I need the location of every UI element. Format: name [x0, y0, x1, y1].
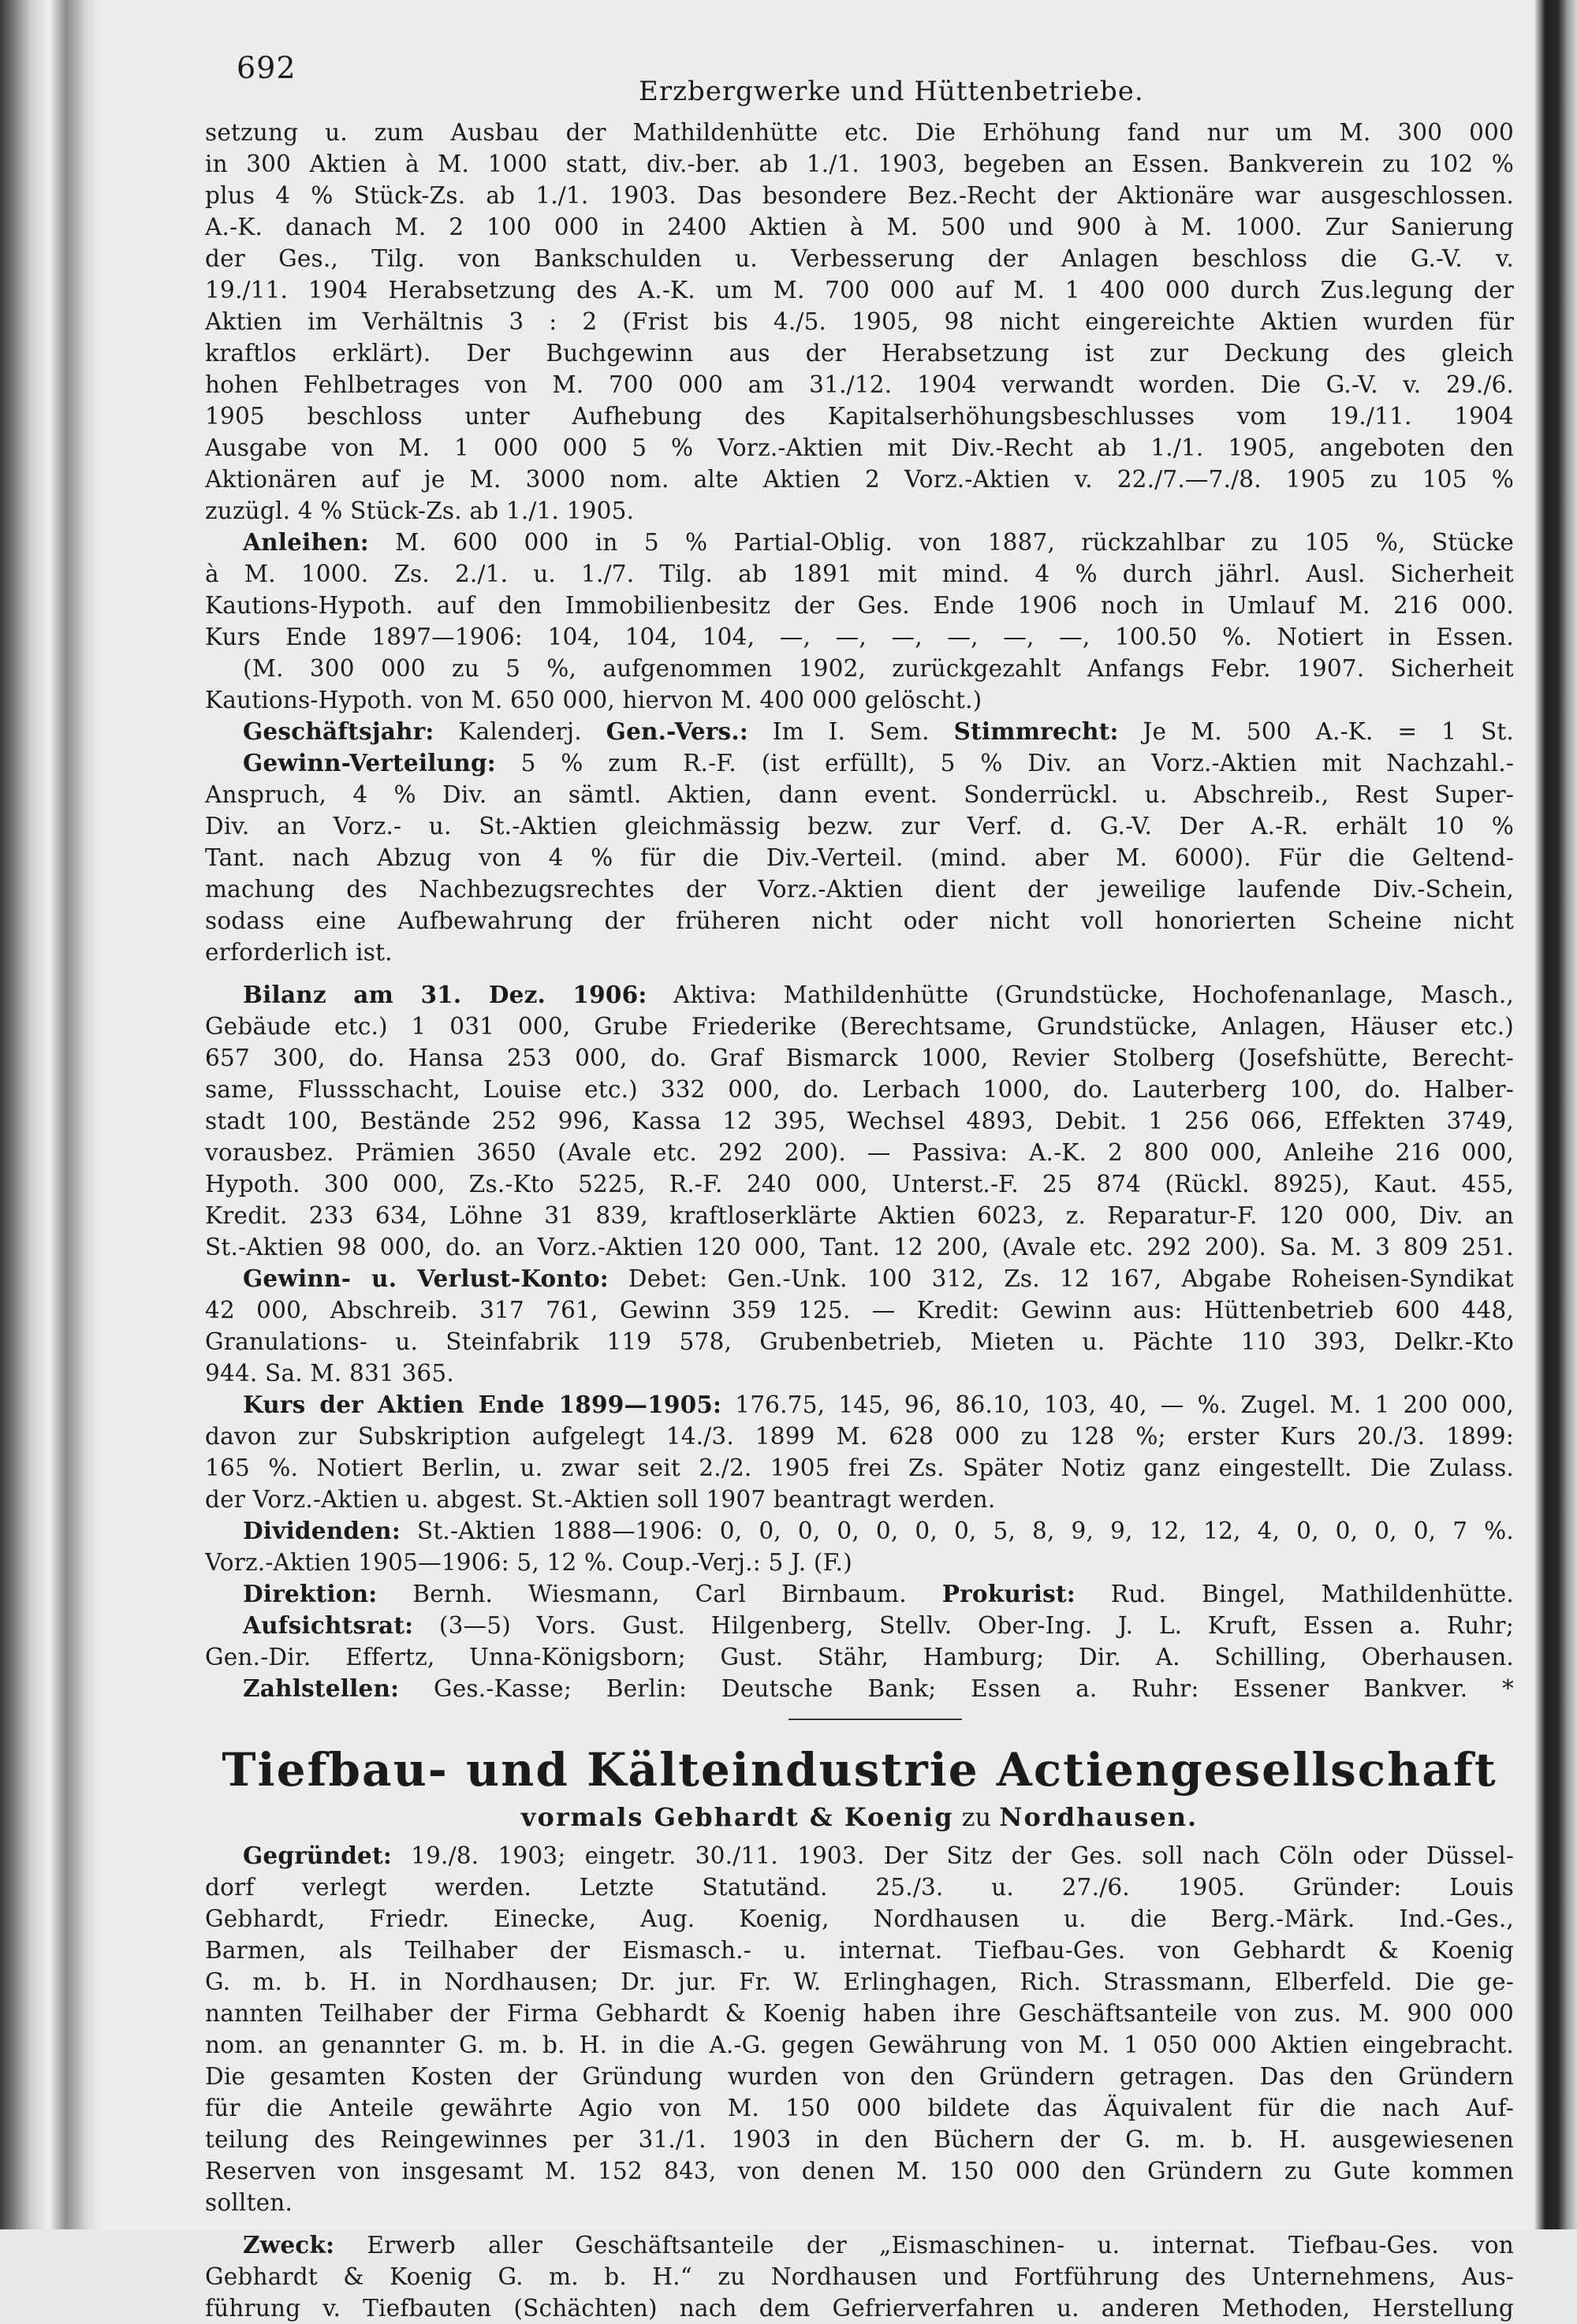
text-line: nannten Teilhaber der Firma Gebhardt & Koenig haben ihre Geschäftsanteile von zus. M. 900 000	[205, 2000, 1514, 2027]
text-line	[205, 747, 1514, 779]
text-line: plus 4 % Stück-Zs. ab 1./1. 1903. Das besondere Bez.-Recht der Aktionäre war ausgeschlossen.	[205, 182, 1514, 209]
page-number: 692	[237, 50, 296, 85]
anleihen-section	[205, 527, 1514, 716]
text-line: Kurs Ende 1897—1906: 104, 104, 104, —, —, —, —, —, —, 100.50 %. Notiert in Essen.	[205, 624, 1514, 650]
text-line	[205, 527, 1514, 558]
text-line: vorausbez. Prämien 3650 (Avale etc. 292 200). — Passiva: A.-K. 2 800 000, Anleihe 216 000,	[205, 1139, 1514, 1166]
text-line: sollten.	[205, 2189, 293, 2216]
text-line: 165 %. Notiert Berlin, u. zwar seit 2./2. 1905 frei Zs. Später Notiz ganz eingestellt. Die Zulass.	[205, 1454, 1514, 1481]
gewinnverteilung-section	[205, 747, 1514, 968]
text-line: 42 000, Abschreib. 317 761, Gewinn 359 125. — Kredit: Gewinn aus: Hüttenbetrieb 600 448,	[205, 1297, 1514, 1324]
kurs-label: Kurs der Aktien Ende 1899—1905:	[243, 1391, 722, 1418]
text-line: machung des Nachbezugsrechtes der Vorz.-Aktien dient der jeweilige laufende Div.-Schein,	[205, 876, 1514, 903]
direktion-value: Bernh. Wiesmann, Carl Birnbaum.	[377, 1581, 942, 1607]
text-line: A.-K. danach M. 2 100 000 in 2400 Aktien à M. 500 und 900 à M. 1000. Zur Sanierung	[205, 214, 1514, 240]
kurs-text: 176.75, 145, 96, 86.10, 103, 40, — %. Zugel. M. 1 200 000,	[721, 1391, 1514, 1418]
bilanz-label: Bilanz am 31. Dez. 1906:	[243, 981, 647, 1008]
text-line: setzung u. zum Ausbau der Mathildenhütte etc. Die Erhöhung fand nur um M. 300 000	[205, 119, 1514, 146]
aufsichtsrat-label: Aufsichtsrat:	[243, 1611, 414, 1639]
text-line: Kautions-Hypoth. auf den Immobilienbesitz der Ges. Ende 1906 noch in Umlauf M. 216 000.	[205, 592, 1514, 619]
text-line: dorf verlegt werden. Letzte Statutänd. 25./3. u. 27./6. 1905. Gründer: Louis	[205, 1874, 1514, 1901]
text-line: 657 300, do. Hansa 253 000, do. Graf Bismarck 1000, Revier Stolberg (Josefshütte, Berecht-	[205, 1045, 1514, 1071]
gegruendet-label: Gegründet:	[243, 1842, 392, 1869]
prokurist-value: Rud. Bingel, Mathildenhütte.	[1075, 1581, 1514, 1607]
zahlstellen-section	[205, 1673, 1514, 1704]
text-line: Tant. nach Abzug von 4 % für die Div.-Verteil. (mind. aber M. 6000). Für die Geltend-	[205, 844, 1514, 871]
section-divider	[788, 1719, 962, 1720]
text-line	[205, 1515, 1514, 1547]
text-line: 19./11. 1904 Herabsetzung des A.-K. um M. 700 000 auf M. 1 400 000 durch Zus.legung der	[205, 277, 1514, 304]
text-line: Aktien im Verhältnis 3 : 2 (Frist bis 4./5. 1905, 98 nicht eingereichte Aktien wurden für	[205, 308, 1514, 335]
text-line: St.-Aktien 98 000, do. an Vorz.-Aktien 120 000, Tant. 12 200, (Avale etc. 292 200). Sa. M. 3 809 251.	[205, 1234, 1514, 1261]
running-head	[205, 46, 1514, 117]
text-line: Ausgabe von M. 1 000 000 5 % Vorz.-Aktien mit Div.-Recht ab 1./1. 1905, angeboten den	[205, 434, 1514, 461]
stimmrecht-value: Je M. 500 A.-K. = 1 St.	[1118, 718, 1514, 745]
direktion-section	[205, 1578, 1514, 1610]
kurs-section	[205, 1389, 1514, 1515]
gewinnverteilung-label: Gewinn-Verteilung:	[243, 749, 496, 777]
meta-line	[205, 716, 1514, 747]
guv-section	[205, 1263, 1514, 1389]
intro-paragraph	[205, 117, 1514, 527]
prokurist-label: Prokurist:	[941, 1580, 1076, 1607]
gegruendet-text: 19./8. 1903; eingetr. 30./11. 1903. Der Sitz der Ges. soll nach Cöln oder Düssel-	[391, 1842, 1514, 1869]
text-line: Anspruch, 4 % Div. an sämtl. Aktien, dann event. Sonderrückl. u. Abschreib., Rest Super-	[205, 781, 1514, 808]
bilanz-text: Aktiva: Mathildenhütte (Grundstücke, Hochofenanlage, Masch.,	[647, 981, 1514, 1008]
text-line: der Vorz.-Aktien u. abgest. St.-Aktien soll 1907 beantragt werden.	[205, 1486, 996, 1513]
bilanz-section	[205, 979, 1514, 1263]
text-line	[205, 716, 1514, 747]
text-line: teilung des Reingewinnes per 31./1. 1903 in den Büchern der G. m. b. H. ausgewiesenen	[205, 2126, 1514, 2153]
text-line: (M. 300 000 zu 5 %, aufgenommen 1902, zurückgezahlt Anfangs Febr. 1907. Sicherheit	[243, 655, 1514, 682]
gewinnverteilung-text: 5 % zum R.-F. (ist erfüllt), 5 % Div. an Vorz.-Aktien mit Nachzahl.-	[495, 750, 1514, 777]
text-line: Hypoth. 300 000, Zs.-Kto 5225, R.-F. 240 000, Unterst.-F. 25 874 (Rückl. 8925), Kaut. 455,	[205, 1171, 1514, 1197]
zweck-section	[205, 2229, 1514, 2324]
text-line: erforderlich ist.	[205, 939, 393, 966]
text-line: davon zur Subskription aufgelegt 14./3. 1899 M. 628 000 zu 128 %; erster Kurs 20./3. 1899:	[205, 1423, 1514, 1450]
text-line	[205, 1578, 1514, 1610]
company-title: Tiefbau- und Kälteindustrie Actiengesellschaft	[222, 1743, 1497, 1797]
page-content	[205, 46, 1514, 2322]
text-line: der Ges., Tilg. von Bankschulden u. Verbesserung der Anlagen beschloss die G.-V. v.	[205, 245, 1514, 272]
geschaeftsjahr-value: Kalenderj.	[434, 718, 606, 745]
text-line	[205, 979, 1514, 1011]
subtitle-mid: zu	[953, 1802, 1000, 1832]
text-line: Gen.-Dir. Effertz, Unna-Königsborn; Gust. Stähr, Hamburg; Dir. A. Schilling, Oberhausen.	[205, 1644, 1514, 1670]
text-line: zuzügl. 4 % Stück-Zs. ab 1./1. 1905.	[205, 497, 635, 524]
direktion-label: Direktion:	[243, 1580, 378, 1607]
dividenden-label: Dividenden:	[243, 1517, 401, 1544]
text-line	[205, 1673, 1514, 1704]
text-line: Barmen, als Teilhaber der Eismasch.- u. internat. Tiefbau-Ges. von Gebhardt & Koenig	[205, 1937, 1514, 1964]
text-line: same, Flussschacht, Louise etc.) 332 000, do. Lerbach 1000, do. Lauterberg 100, do. Halber-	[205, 1076, 1514, 1103]
running-title: Erzbergwerke und Hüttenbetriebe.	[639, 76, 1144, 107]
text-line: Gebhardt & Koenig G. m. b. H.“ zu Nordhausen und Fortführung des Unternehmens, Aus-	[205, 2263, 1514, 2290]
guv-text: Debet: Gen.-Unk. 100 312, Zs. 12 167, Abgabe Roheisen-Syndikat	[608, 1265, 1514, 1292]
text-line	[205, 1389, 1514, 1421]
stimmrecht-label: Stimmrecht:	[953, 717, 1119, 745]
text-line: 1905 beschloss unter Aufhebung des Kapitalserhöhungsbeschlusses vom 19./11. 1904	[205, 403, 1514, 430]
text-line: Reserven von insgesamt M. 152 843, von denen M. 150 000 den Gründern zu Gute kommen	[205, 2158, 1514, 2184]
aufsichtsrat-text: (3—5) Vors. Gust. Hilgenberg, Stellv. Ober-Ing. J. L. Kruft, Essen a. Ruhr;	[413, 1612, 1514, 1639]
text-line	[205, 1610, 1514, 1641]
text-line: hohen Fehlbetrages von M. 700 000 am 31./12. 1904 verwandt worden. Die G.-V. v. 29./6.	[205, 371, 1514, 398]
dividenden-section	[205, 1515, 1514, 1578]
zweck-label: Zweck:	[243, 2231, 335, 2259]
text-line: Kredit. 233 634, Löhne 31 839, kraftloserklärte Aktien 6023, z. Reparatur-F. 120 000, Div. an	[205, 1202, 1514, 1229]
text-line: Kautions-Hypoth. von M. 650 000, hiervon M. 400 000 gelöscht.)	[205, 687, 982, 713]
text-line: à M. 1000. Zs. 2./1. u. 1./7. Tilg. ab 1891 mit mind. 4 % durch jährl. Ausl. Sicherheit	[205, 561, 1514, 587]
zahlstellen-label: Zahlstellen:	[243, 1674, 400, 1702]
text-line: Gebäude etc.) 1 031 000, Grube Friederike (Berechtsame, Grundstücke, Anlagen, Häuser etc.)	[205, 1013, 1514, 1040]
book-binding-edge	[0, 0, 101, 2229]
aufsichtsrat-section	[205, 1610, 1514, 1673]
text-line: G. m. b. H. in Nordhausen; Dr. jur. Fr. W. Erlinghagen, Rich. Strassmann, Elberfeld. Die ge-	[205, 1968, 1514, 1995]
text-line: Die gesamten Kosten der Gründung wurden von den Gründern getragen. Das den Gründern	[205, 2063, 1514, 2090]
dividenden-text: St.-Aktien 1888—1906: 0, 0, 0, 0, 0, 0, 0, 5, 8, 9, 9, 12, 12, 4, 0, 0, 0, 0, 7 %.	[400, 1518, 1514, 1544]
zahlstellen-value: Ges.-Kasse; Berlin: Deutsche Bank; Essen a. Ruhr: Essener Bankver. *	[399, 1675, 1514, 1702]
guv-label: Gewinn- u. Verlust-Konto:	[243, 1264, 609, 1292]
company-subtitle	[205, 1799, 1514, 1835]
text-line: kraftlos erklärt). Der Buchgewinn aus der Herabsetzung ist zur Deckung des gleich	[205, 340, 1514, 367]
anleihen-label: Anleihen:	[243, 528, 369, 556]
subtitle-post: Nordhausen.	[999, 1802, 1199, 1832]
text-line: sodass eine Aufbewahrung der früheren nicht oder nicht voll honorierten Scheine nicht	[205, 907, 1514, 934]
text-line	[205, 1263, 1514, 1294]
text-line	[205, 1840, 1514, 1871]
anleihen-text: M. 600 000 in 5 % Partial-Oblig. von 1887, rückzahlbar zu 105 %, Stücke	[368, 529, 1514, 556]
subtitle-pre: vormals Gebhardt & Koenig	[520, 1802, 954, 1832]
text-line: nom. an genannter G. m. b. H. in die A.-G. gegen Gewährung von M. 1 050 000 Aktien eingebracht.	[205, 2032, 1514, 2058]
text-line: stadt 100, Bestände 252 996, Kassa 12 395, Wechsel 4893, Debit. 1 256 066, Effekten 3749,	[205, 1108, 1514, 1134]
text-line: Aktionären auf je M. 3000 nom. alte Aktien 2 Vorz.-Aktien v. 22./7.—7./8. 1905 zu 105 %	[205, 466, 1514, 493]
geschaeftsjahr-label: Geschäftsjahr:	[243, 717, 434, 745]
text-line: Vorz.-Aktien 1905—1906: 5, 12 %. Coup.-Verj.: 5 J. (F.)	[205, 1549, 852, 1576]
text-line: 944. Sa. M. 831 365.	[205, 1360, 454, 1387]
text-line: in 300 Aktien à M. 1000 statt, div.-ber. ab 1./1. 1903, begeben an Essen. Bankverein zu 102 %	[205, 151, 1514, 177]
text-line: Gebhardt, Friedr. Einecke, Aug. Koenig, Nordhausen u. die Berg.-Märk. Ind.-Ges.,	[205, 1905, 1514, 1932]
genvers-value: Im I. Sem.	[747, 718, 954, 745]
text-line	[205, 2229, 1514, 2261]
text-line: Div. an Vorz.- u. St.-Aktien gleichmässig bezw. zur Verf. d. G.-V. Der A.-R. erhält 10 %	[205, 813, 1514, 840]
zweck-text: Erwerb aller Geschäftsanteile der „Eismaschinen- u. internat. Tiefbau-Ges. von	[334, 2232, 1514, 2259]
page-right-edge	[1534, 0, 1577, 2229]
text-line: Granulations- u. Steinfabrik 119 578, Grubenbetrieb, Mieten u. Pächte 110 393, Delkr.-Kto	[205, 1328, 1514, 1355]
genvers-label: Gen.-Vers.:	[606, 717, 748, 745]
text-line: für die Anteile gewährte Agio von M. 150 000 bildete das Äquivalent für die nach Auf-	[205, 2095, 1514, 2121]
text-line: führung v. Tiefbauten (Schächten) nach dem Gefrierverfahren u. anderen Methoden, Herstellung	[205, 2295, 1514, 2322]
gegruendet-section	[205, 1840, 1514, 2218]
